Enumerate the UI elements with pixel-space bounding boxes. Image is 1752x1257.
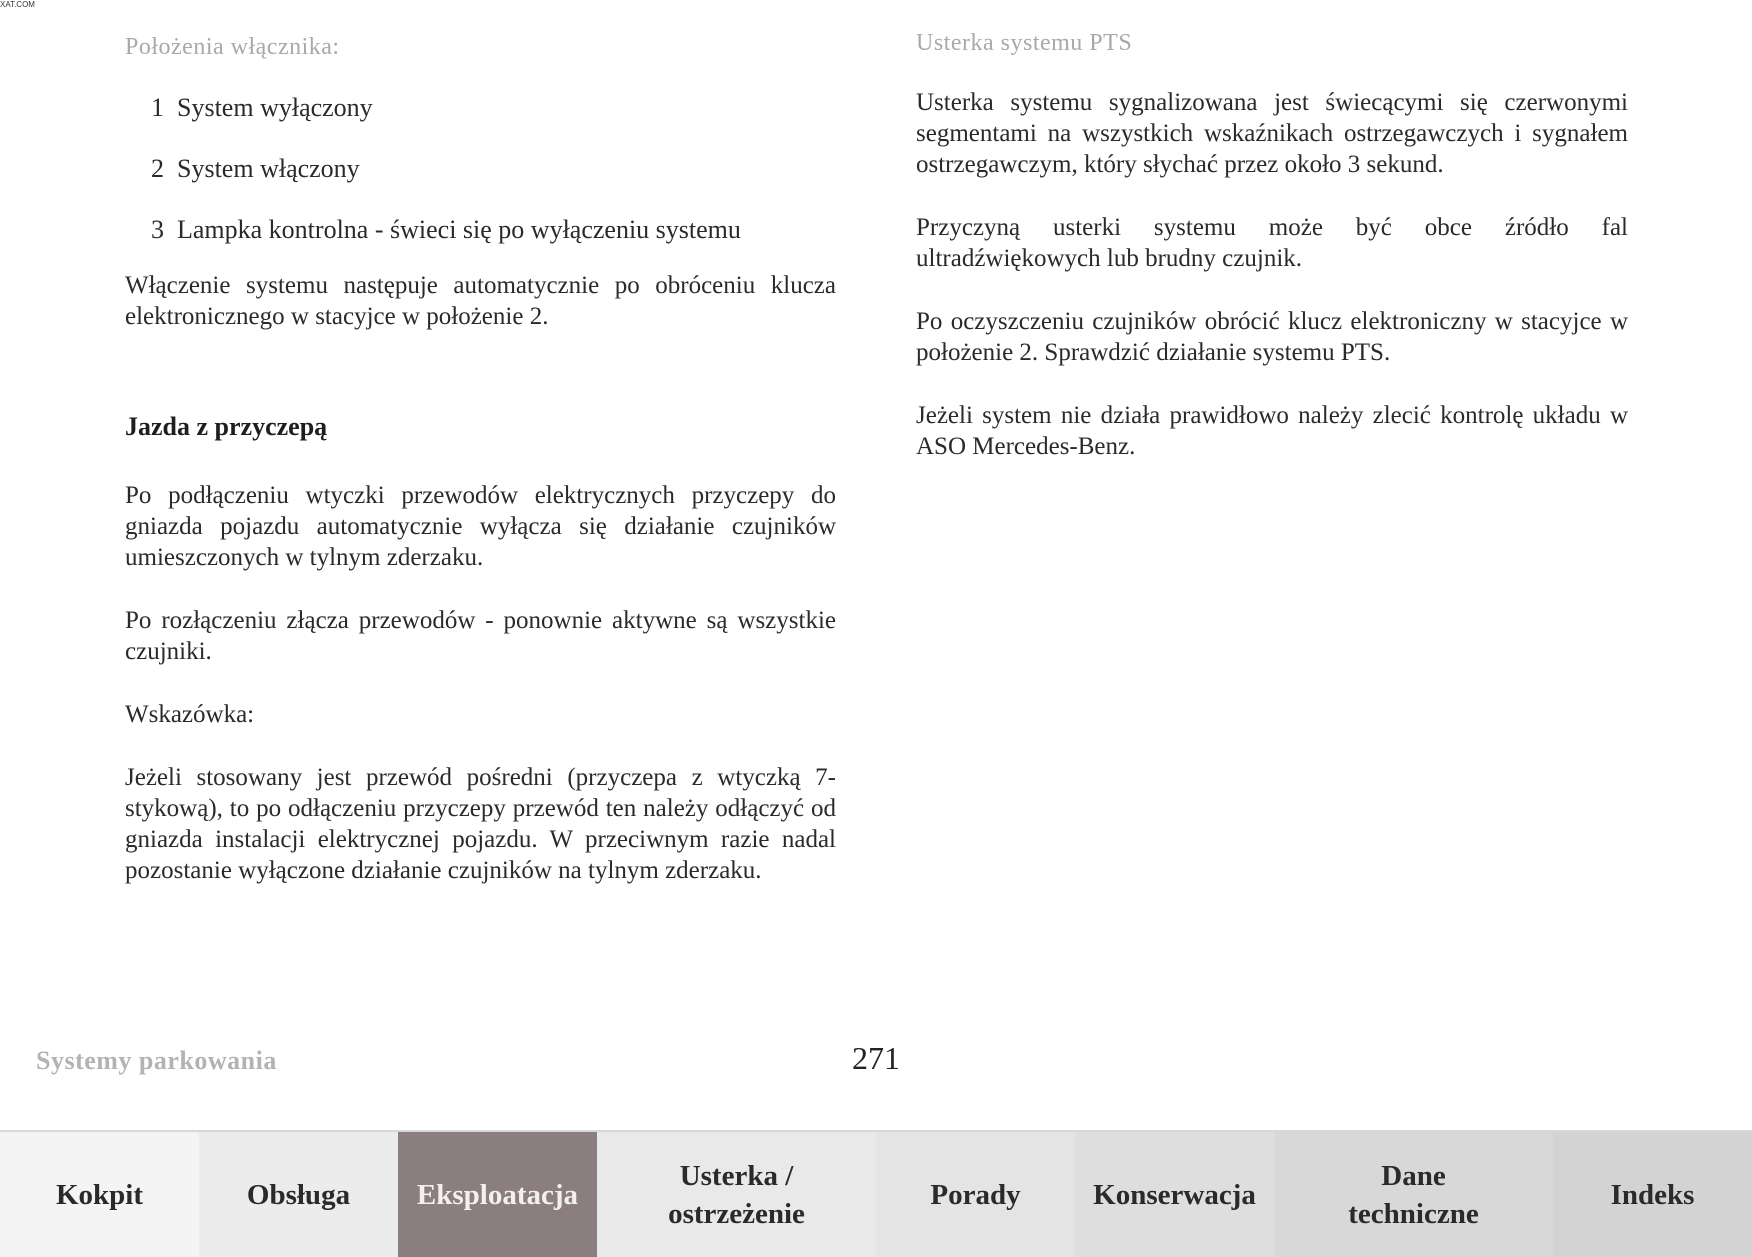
hint-label: Wskazówka:: [125, 701, 255, 728]
list-item: [125, 152, 836, 186]
tab-dane-techniczne[interactable]: Dane techniczne: [1274, 1130, 1553, 1257]
position-text: System wyłączony: [177, 93, 373, 122]
tab-eksploatacja[interactable]: Eksploatacja: [398, 1130, 597, 1257]
position-number: 1: [151, 93, 164, 122]
tab-konserwacja[interactable]: Konserwacja: [1075, 1130, 1274, 1257]
footer-section-title: Systemy parkowania: [36, 1046, 277, 1075]
tab-indeks[interactable]: Indeks: [1553, 1130, 1752, 1257]
tab-usterka-ostrzezenie[interactable]: Usterka / ostrzeżenie: [597, 1130, 876, 1257]
watermark-text: XAT.COM: [0, 0, 35, 9]
pts-fault-paragraph-4: Jeżeli system nie działa prawidłowo należy zlecić kontrolę układu w ASO Mercedes-Benz.: [916, 402, 1628, 460]
tab-kokpit[interactable]: Kokpit: [0, 1130, 199, 1257]
trailer-paragraph-1: Po podłączeniu wtyczki przewodów elektrycznych przyczepy do gniazda pojazdu automatycznie wyłącza się działanie czujników umieszczonych w tylnym zderzaku.: [125, 482, 836, 571]
position-text: System włączony: [177, 154, 360, 183]
trailer-paragraph-2: Po rozłączeniu złącza przewodów - ponownie aktywne są wszystkie czujniki.: [125, 607, 836, 665]
switch-positions-list: [125, 91, 836, 247]
pts-fault-paragraph-2: Przyczyną usterki systemu może być obce źródło fal ultradźwiękowych lub brudny czujnik.: [916, 214, 1628, 272]
position-number: 3: [151, 215, 164, 244]
pts-fault-paragraph-3: Po oczyszczeniu czujników obrócić klucz elektroniczny w stacyjce w położenie 2. Sprawdzić działanie systemu PTS.: [916, 308, 1628, 366]
pts-fault-paragraph-1: Usterka systemu sygnalizowana jest świecącymi się czerwonymi segmentami na wszystkich wskaźnikach ostrzegawczych i sygnałem ostrzegawczym, który słychać przez około 3 sekund.: [916, 89, 1628, 178]
position-text: Lampka kontrolna - świeci się po wyłączeniu systemu: [177, 215, 741, 244]
switch-positions-heading: Położenia włącznika:: [125, 34, 340, 60]
left-column: [125, 34, 836, 918]
hint-paragraph: Jeżeli stosowany jest przewód pośredni (przyczepa z wtyczką 7-stykową), to po odłączeniu przyczepy przewód ten należy odłączyć od gniazda instalacji elektrycznej pojazdu. W przeciwnym razie nadal pozostanie wyłączone działanie czujników na tylnym zderzaku.: [125, 764, 836, 884]
page-number: 271: [852, 1040, 900, 1076]
tab-porady[interactable]: Porady: [876, 1130, 1075, 1257]
position-number: 2: [151, 154, 164, 183]
chapter-tab-bar: [0, 1130, 1752, 1257]
list-item: [125, 91, 836, 125]
pts-fault-heading: Usterka systemu PTS: [916, 30, 1133, 56]
tab-obsluga[interactable]: Obsługa: [199, 1130, 398, 1257]
right-column: [916, 30, 1628, 494]
activation-paragraph: Włączenie systemu następuje automatycznie po obróceniu klucza elektronicznego w stacyjce w położenie 2.: [125, 272, 836, 330]
list-item: [125, 213, 836, 247]
trailer-heading: Jazda z przyczepą: [125, 412, 328, 441]
